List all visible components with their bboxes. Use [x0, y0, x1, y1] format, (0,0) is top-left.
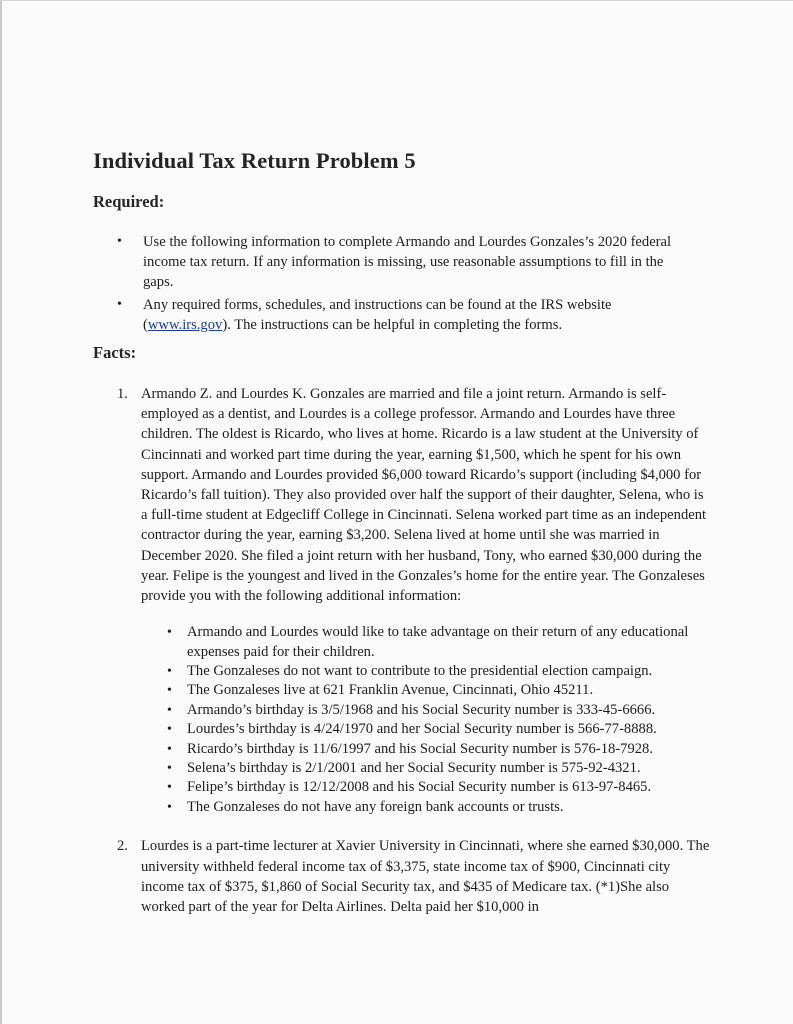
list-item: • Selena’s birthday is 2/1/2001 and her Social Security number is 575-92-4321.	[141, 759, 713, 778]
document-body	[93, 148, 713, 915]
fact-text: Armando Z. and Lourdes K. Gonzales are married and file a joint return. Armando is self-employed as a dentist, and Lourdes is a college professor. Armando and Lourdes have three children. The oldest is Ricardo, who lives at home. Ricardo is a law student at the University of Cincinnati and worked part time during the year, earning $1,500, which he spent for his own support. Armando and Lourdes provided $6,000 toward Ricardo’s support (including $4,000 for Ricardo’s fall tuition). They also provided over half the support of their daughter, Selena, who is a full-time student at Edgecliff College in Cincinnati. Selena worked part time as an independent contractor during the year, earning $3,200. Selena lived at home until she was married in December 2020. She filed a joint return with her husband, Tony, who earned $30,000 during the year. Felipe is the youngest and lived in the Gonzales’s home for the entire year. The Gonzaleses provide you with the following additional information:	[141, 386, 707, 605]
fact-number: 1.	[117, 386, 128, 402]
list-item	[93, 232, 683, 293]
list-item: • The Gonzaleses do not want to contribute to the presidential election campaign.	[141, 662, 713, 681]
required-bullet-text: Use the following information to complete Armando and Lourdes Gonzales’s 2020 federal income tax return. If any information is missing, use reasonable assumptions to fill in the gaps.	[143, 234, 672, 291]
fact-sub-list	[141, 623, 713, 817]
list-item: • Lourdes’s birthday is 4/24/1970 and her Social Security number is 566-77-8888.	[141, 720, 713, 739]
required-list	[93, 232, 683, 337]
page-title: Individual Tax Return Problem 5	[93, 148, 416, 173]
fact-text: Lourdes is a part-time lecturer at Xavier University in Cincinnati, where she earned $30,000. The university withheld federal income tax of $3,375, state income tax of $900, Cincinnati city income tax of $375, $1,860 of Social Security tax, and $435 of Medicare tax. (*1)She also worked part of the year for Delta Airlines. Delta paid her $10,000 in	[141, 838, 710, 915]
required-bullet-text-after: ). The instructions can be helpful in completing the forms.	[222, 316, 563, 333]
fact-item	[93, 384, 713, 817]
irs-website-link[interactable]: www.irs.gov	[147, 316, 223, 333]
list-item: • Ricardo’s birthday is 11/6/1997 and his Social Security number is 576-18-7928.	[141, 740, 713, 759]
list-item: • The Gonzaleses do not have any foreign bank accounts or trusts.	[141, 798, 713, 817]
fact-item	[93, 836, 713, 917]
list-item: • The Gonzaleses live at 621 Franklin Avenue, Cincinnati, Ohio 45211.	[141, 681, 713, 700]
list-item	[93, 295, 683, 335]
required-heading: Required:	[93, 192, 165, 211]
facts-list	[93, 384, 713, 917]
facts-heading: Facts:	[93, 343, 137, 362]
list-item: • Felipe’s birthday is 12/12/2008 and his Social Security number is 613-97-8465.	[141, 778, 713, 797]
list-item: • Armando and Lourdes would like to take advantage on their return of any educational expenses paid for their children.	[141, 623, 713, 662]
page-edge-top	[0, 0, 793, 1]
required-bullet-text-before: Any required forms, schedules, and instructions can be found at the IRS website (	[143, 296, 612, 333]
fact-number: 2.	[117, 838, 128, 855]
list-item: • Armando’s birthday is 3/5/1968 and his Social Security number is 333-45-6666.	[141, 701, 713, 720]
page-edge	[0, 0, 2, 1024]
